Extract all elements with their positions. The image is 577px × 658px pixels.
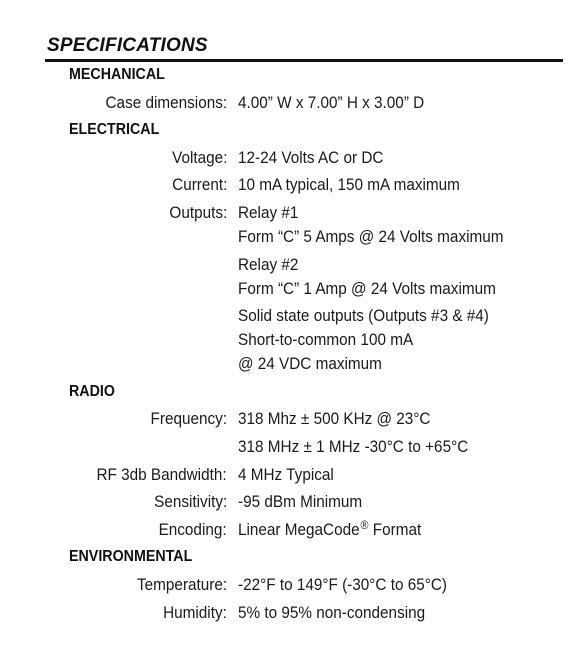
outputs-line: Solid state outputs (Outputs #3 & #4)	[238, 306, 489, 325]
encoding-label: Encoding:	[158, 520, 227, 539]
outputs-line: Relay #2	[238, 255, 299, 274]
humidity-label: Humidity:	[163, 603, 227, 622]
outputs-label: Outputs:	[169, 203, 227, 222]
outputs-line: Form “C” 5 Amps @ 24 Volts maximum	[238, 227, 504, 246]
page-title: SPECIFICATIONS	[47, 35, 208, 56]
encoding-value	[238, 520, 421, 540]
humidity-value: 5% to 95% non-condensing	[238, 603, 426, 622]
section-heading-mechanical: MECHANICAL	[69, 66, 165, 83]
case-dimensions-value: 4.00” W x 7.00” H x 3.00” D	[238, 93, 425, 112]
outputs-line: Short-to-common 100 mA	[238, 330, 414, 349]
sensitivity-label: Sensitivity:	[153, 492, 227, 511]
title-rule	[45, 59, 563, 62]
frequency-line: 318 Mhz ± 500 KHz @ 23°C	[238, 409, 431, 428]
frequency-label: Frequency:	[150, 409, 227, 428]
encoding-value-text: Linear MegaCode	[238, 520, 360, 539]
current-value: 10 mA typical, 150 mA maximum	[238, 175, 460, 194]
encoding-value-suffix: Format	[368, 520, 422, 539]
sensitivity-value: -95 dBm Minimum	[238, 492, 363, 511]
temperature-label: Temperature:	[136, 575, 227, 594]
temperature-value: -22°F to 149°F (-30°C to 65°C)	[238, 575, 448, 594]
voltage-value: 12-24 Volts AC or DC	[238, 148, 384, 167]
section-heading-radio: RADIO	[69, 383, 115, 400]
current-label: Current:	[171, 175, 227, 194]
outputs-line: Relay #1	[238, 203, 299, 222]
registered-mark: ®	[360, 518, 369, 532]
frequency-line: 318 MHz ± 1 MHz -30°C to +65°C	[238, 437, 469, 456]
section-heading-electrical: ELECTRICAL	[69, 121, 160, 138]
outputs-line: @ 24 VDC maximum	[238, 354, 382, 373]
outputs-line: Form “C” 1 Amp @ 24 Volts maximum	[238, 279, 496, 298]
bandwidth-label: RF 3db Bandwidth:	[96, 465, 227, 484]
bandwidth-value: 4 MHz Typical	[238, 465, 334, 484]
voltage-label: Voltage:	[171, 148, 227, 167]
case-dimensions-label: Case dimensions:	[105, 93, 227, 112]
section-heading-environmental: ENVIRONMENTAL	[69, 548, 193, 565]
